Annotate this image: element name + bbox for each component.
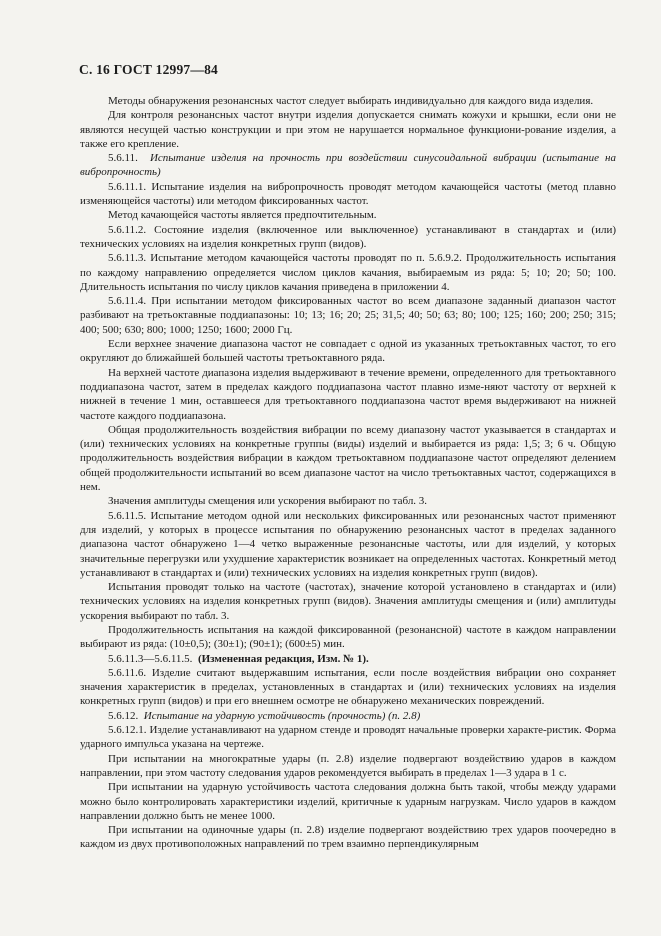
amendment-text: (Измененная редакция, Изм. № 1). (197, 652, 369, 665)
paragraph: 5.6.11.6. Изделие считают выдержавшим испытания, если после воздействия вибрации оно сохраняет значения характеристик в пределах, установленных в стандартах и (или) технических условиях на изделия конкретных групп (видов) и при его внешнем осмотре не обнаружено механических повреждений. (80, 666, 616, 708)
section-title: Испытание на ударную устойчивость (прочность) (п. 2.8) (143, 709, 421, 722)
paragraph: Метод качающейся частоты является предпочтительным. (108, 209, 377, 222)
paragraph: Значения амплитуды смещения или ускорения выбирают по табл. 3. (108, 495, 428, 508)
section-heading (80, 709, 616, 723)
paragraph: 5.6.11.4. При испытании методом фиксированных частот во всем диапазоне заданный диапазон частот разбивают на третьоктавные поддиапазоны: 10; 13; 16; 20; 25; 31,5; 40; 50; 63; 80; 100; 125; 160; 200; 250; 315; 400; 500; 630; 800; 1000; 1250; 1600; 2000 Гц. (80, 295, 616, 336)
paragraph: Продолжительность испытания на каждой фиксированной (резонансной) частоте в каждом направлении выбирают из ряда: (10±0,5); (30±1); (90±1); (600±5) мин. (80, 623, 616, 651)
paragraph: 5.6.11.3. Испытание методом качающейся частоты проводят по п. 5.6.9.2. Продолжительность испытания по каждому направлению определяется числом циклов качания, выбираемым из ряда: 5; 10; 20; 50; 100. Длительность испытания по числу циклов качания приведена в приложении 4. (80, 252, 616, 293)
document-body (80, 94, 616, 852)
paragraph: Методы обнаружения резонансных частот следует выбирать индивидуально для каждого вида изделия. (108, 95, 594, 107)
paragraph: 5.6.11.5. Испытание методом одной или нескольких фиксированных или резонансных частот применяют для изделий, у которых в процессе испытания по обнаружению резонансных частот в пределах заданного диапазона частот обнаружено 1—4 четко выраженные резонансные частоты, или для изделий, у которых значительные перегрузки или ухудшение характеристик возникает на определенных частотах. Конкретный метод устанавливают в стандартах и (или) технических условиях на изделия конкретных групп (видов). (80, 509, 616, 579)
paragraph: Испытания проводят только на частоте (частотах), значение которой установлено в стандартах и (или) технических условиях на изделия конкретных групп (видов). Значения амплитуды смещения и (или) амплитуды ускорения выбирают по табл. 3. (80, 581, 616, 622)
paragraph: 5.6.12.1. Изделие устанавливают на ударном стенде и проводят начальные проверки характе-ристик. Форма ударного импульса указана на чертеже. (80, 724, 616, 751)
paragraph: 5.6.11.2. Состояние изделия (включенное или выключенное) устанавливают в стандартах и (или) технических условиях на изделия конкретных групп (видов). (80, 223, 616, 250)
paragraph: Если верхнее значение диапазона частот не совпадает с одной из указанных третьоктавных частот, то его округляют до ближайшей большей частоты третьоктавного ряда. (80, 338, 616, 365)
page-header: С. 16 ГОСТ 12997—84 (79, 62, 218, 77)
paragraph: При испытании на ударную устойчивость частота следования должна быть такой, чтобы между ударами можно было контролировать характеристики изделий, критичные к ударным нагрузкам. Число ударов в каждом направлении должно быть не менее 1000. (80, 781, 616, 822)
paragraph: Общая продолжительность воздействия вибрации по всему диапазону частот указывается в стандартах и (или) технических условиях на конкретные группы (виды) изделий и выбирается из ряда: 1,5; 3; 6 ч. Общую продолжительность воздействия вибрации в каждом третьоктавном поддиапазоне частот определяют делением общей продолжительности испытаний во всем диапазоне частот на число третьоктавных частот, содержащихся в нем. (80, 423, 616, 494)
paragraph: 5.6.11.1. Испытание изделия на вибропрочность проводят методом качающейся частоты (метод плавно изменяющейся частоты) или методом фиксированных частот. (80, 180, 616, 208)
section-number: 5.6.11.3—5.6.11.5. (108, 652, 193, 665)
section-heading (80, 151, 616, 180)
section-number: 5.6.11. (108, 152, 138, 165)
amendment-note (80, 652, 616, 666)
paragraph: При испытании на одиночные удары (п. 2.8) изделие подвергают воздействию трех ударов поочередно в каждом из двух противоположных направлений по трем взаимно перпендикулярным (80, 824, 616, 851)
paragraph: Для контроля резонансных частот внутри изделия допускается снимать кожухи и крышки, если они не являются несущей частью конструкции и при этом не нарушается нормальное функциони-рование изделия, а также его крепление. (80, 109, 616, 150)
section-title: Испытание изделия на прочность при воздействии синусоидальной вибрации (испытание на вибропрочность) (80, 152, 616, 179)
paragraph: При испытании на многократные удары (п. 2.8) изделие подвергают воздействию ударов в каждом направлении, при этом частоту следования ударов рекомендуется выбирать в пределах 1—3 удара в 1 с. (80, 752, 616, 779)
section-number: 5.6.12. (108, 709, 139, 722)
paragraph: На верхней частоте диапазона изделия выдерживают в течение времени, определенного для третьоктавного поддиапазона частот, затем в пределах каждого поддиапазона частот плавно изме-няют частоту от верхней к нижней в течение 1 мин, оставшееся для третьоктавного поддиапазона частот время выдерживают на нижней частоте каждого поддиапазона. (80, 366, 616, 422)
